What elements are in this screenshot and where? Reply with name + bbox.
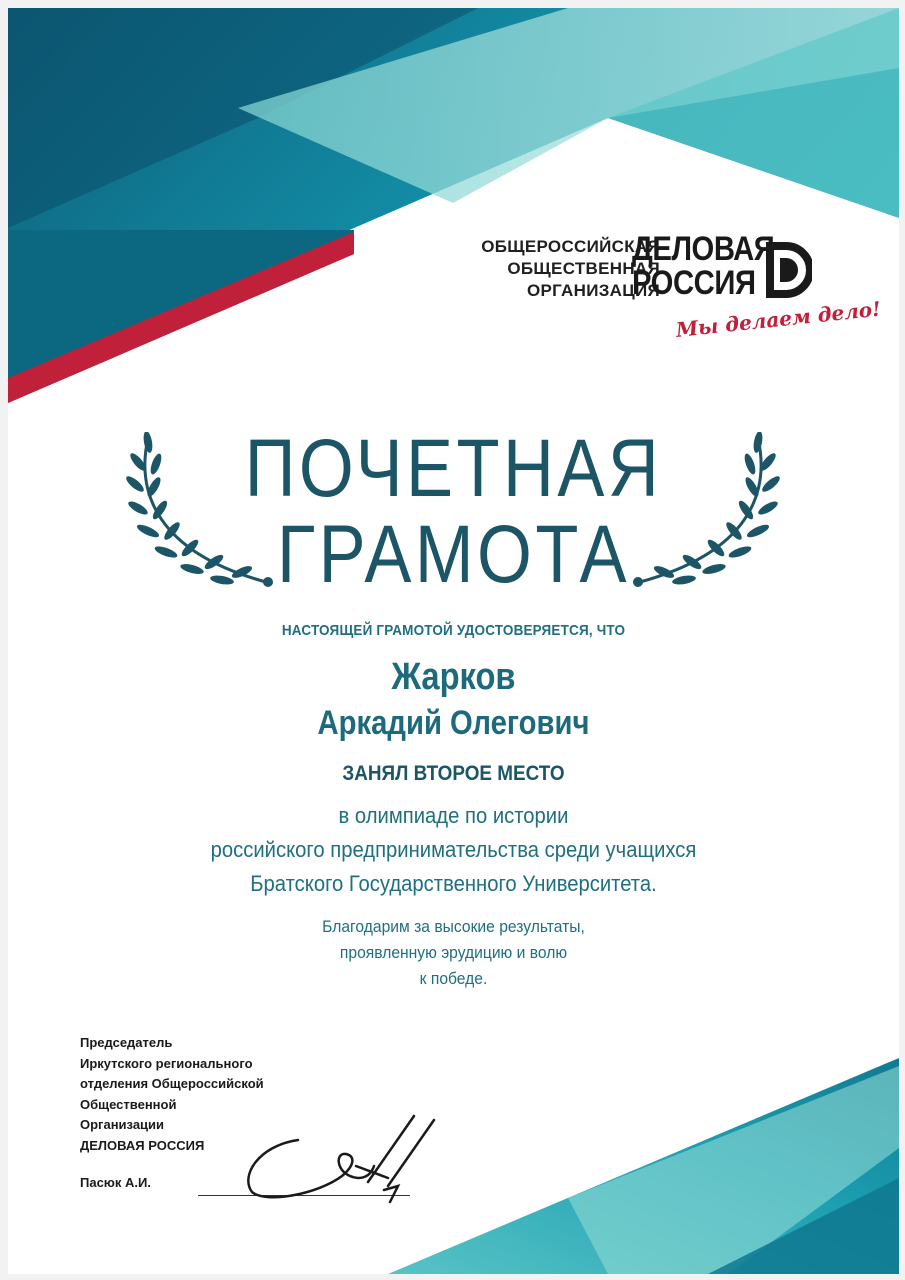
description-line-2: российского предпринимательства среди учащихся [210, 837, 697, 862]
thanks-line-1: Благодарим за высокие результаты, [322, 917, 585, 936]
signatory-line-2: Иркутского регионального [80, 1055, 253, 1071]
brand-name [632, 232, 774, 300]
certificate-title-line-1: ПОЧЕТНАЯ [244, 423, 663, 514]
certificate-sheet [8, 8, 899, 1274]
signatory-line-1: Председатель [80, 1035, 173, 1050]
org-line-1: ОБЩЕРОССИЙСКАЯ [481, 237, 660, 256]
brand-line-1: ДЕЛОВАЯ [632, 230, 775, 268]
slogan: Мы делаем дело! [674, 296, 882, 342]
certificate-title-line-2: ГРАМОТА [276, 509, 630, 600]
recipient-given-names: Аркадий Олегович [317, 704, 590, 742]
thanks-line-2: проявленную эрудицию и волю [339, 943, 568, 962]
org-line-3: ОРГАНИЗАЦИЯ [527, 281, 660, 300]
signatory-name: Пасюк А.И. [80, 1175, 151, 1190]
org-line-2: ОБЩЕСТВЕННАЯ [507, 259, 660, 278]
thanks-line-3: к победе. [419, 969, 488, 988]
description-line-3: Братского Государственного Университета. [250, 871, 657, 896]
signatory-line-3: отделения Общероссийской [80, 1076, 264, 1091]
brand-line-2: РОССИЯ [632, 264, 756, 302]
handwritten-signature [238, 1106, 438, 1206]
delovaya-rossiya-logo-icon [766, 242, 812, 298]
achievement: ЗАНЯЛ ВТОРОЕ МЕСТО [342, 762, 565, 785]
signatory-title [80, 1033, 264, 1156]
signatory-line-5: Организации [80, 1117, 165, 1132]
signatory-line-4: Общественной [80, 1096, 177, 1112]
organization-logo [474, 230, 882, 356]
recipient-surname: Жарков [391, 656, 516, 698]
signatory-line-6: ДЕЛОВАЯ РОССИЯ [80, 1137, 205, 1153]
description-line-1: в олимпиаде по истории [338, 803, 569, 828]
intro-text: НАСТОЯЩЕЙ ГРАМОТОЙ УДОСТОВЕРЯЕТСЯ, ЧТО [281, 622, 626, 639]
